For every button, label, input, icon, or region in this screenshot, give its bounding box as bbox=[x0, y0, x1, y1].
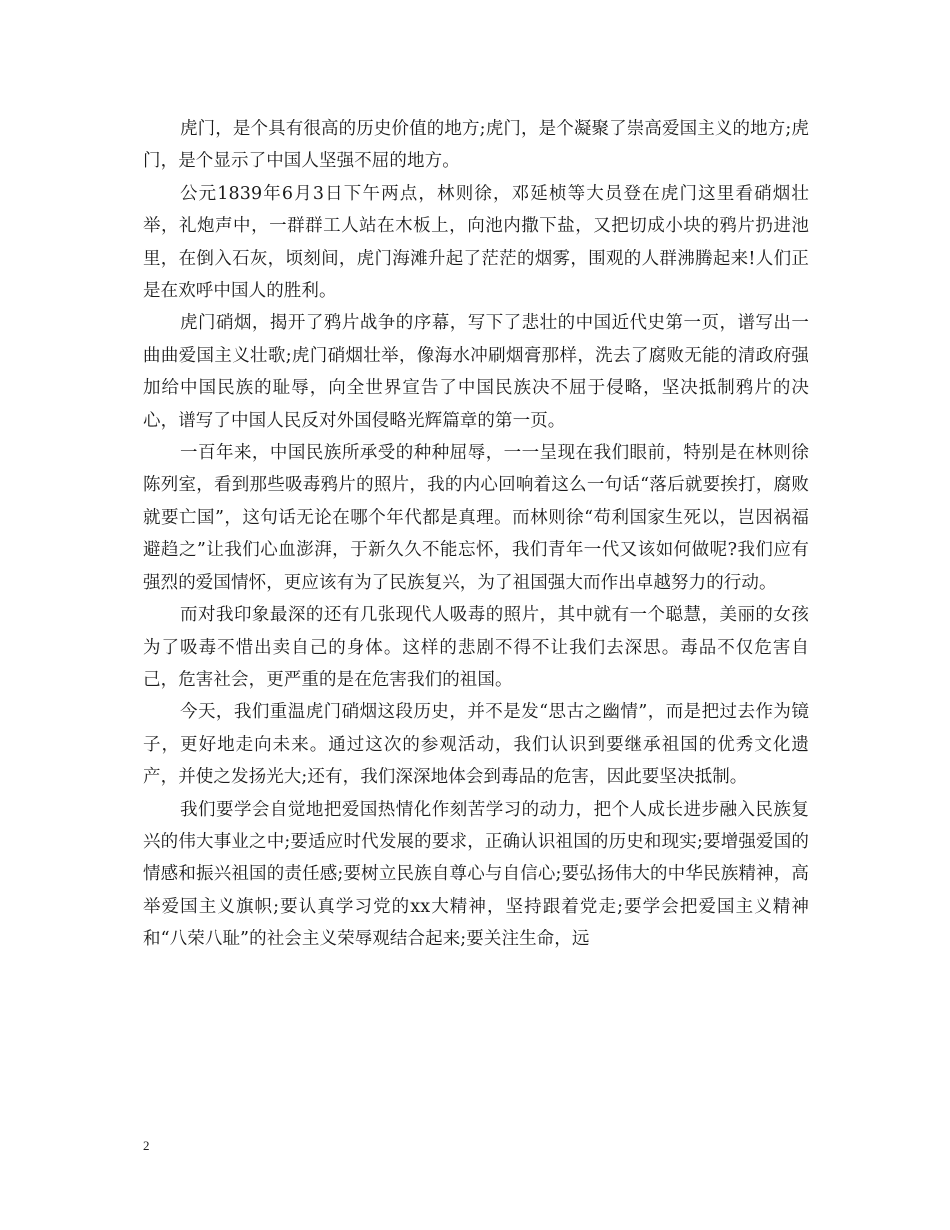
paragraph: 今天，我们重温虎门硝烟这段历史，并不是发“思古之幽情”，而是把过去作为镜子，更好地走向未来。通过这次的参观活动，我们认识到要继承祖国的优秀文化遗产，并使之发扬光大;还有，我们深深地体会到毒品的危害，因此要坚决抵制。 bbox=[143, 702, 809, 788]
paragraph: 虎门硝烟，揭开了鸦片战争的序幕，写下了悲壮的中国近代史第一页，谱写出一曲曲爱国主义壮歌;虎门硝烟壮举，像海水冲刷烟膏那样，洗去了腐败无能的清政府强加给中国民族的耻辱，向全世界宣告了中国民族决不屈于侵略，坚决抵制鸦片的决心，谱写了中国人民反对外国侵略光辉篇章的第一页。 bbox=[143, 313, 809, 431]
paragraph: 公元1839年6月3日下午两点，林则徐，邓延桢等大员登在虎门这里看硝烟壮举，礼炮声中，一群群工人站在木板上，向池内撒下盐，又把切成小块的鸦片扔进池里，在倒入石灰，顷刻间，虎门海滩升起了茫茫的烟雾，围观的人群沸腾起来!人们正是在欢呼中国人的胜利。 bbox=[143, 183, 809, 302]
page-number: 2 bbox=[143, 1138, 150, 1153]
paragraph: 一百年来，中国民族所承受的种种屈辱，一一呈现在我们眼前，特别是在林则徐陈列室，看到那些吸毒鸦片的照片，我的内心回响着这么一句话“落后就要挨打，腐败就要亡国”，这句话无论在哪个年代都是真理。而林则徐“苟利国家生死以，岂因祸福避趋之”让我们心血澎湃，于新久久不能忘怀，我们青年一代又该如何做呢?我们应有强烈的爱国情怀，更应该有为了民族复兴，为了祖国强大而作出卓越努力的行动。 bbox=[143, 443, 809, 593]
paragraph: 而对我印象最深的还有几张现代人吸毒的照片，其中就有一个聪慧，美丽的女孩为了吸毒不惜出卖自己的身体。这样的悲剧不得不让我们去深思。毒品不仅危害自己，危害社会，更严重的是在危害我们的祖国。 bbox=[143, 605, 809, 690]
document-body bbox=[143, 113, 809, 956]
paragraph: 我们要学会自觉地把爱国热情化作刻苦学习的动力，把个人成长进步融入民族复兴的伟大事业之中;要适应时代发展的要求，正确认识祖国的历史和现实;要增强爱国的情感和振兴祖国的责任感;要树立民族自尊心与自信心;要弘扬伟大的中华民族精神，高举爱国主义旗帜;要认真学习党的xx大精神，坚持跟着党走;要学会把爱国主义精神和“八荣八耻”的社会主义荣辱观结合起来;要关注生命，远 bbox=[143, 799, 809, 950]
paragraph: 虎门，是个具有很高的历史价值的地方;虎门，是个凝聚了崇高爱国主义的地方;虎门，是个显示了中国人坚强不屈的地方。 bbox=[143, 119, 809, 172]
